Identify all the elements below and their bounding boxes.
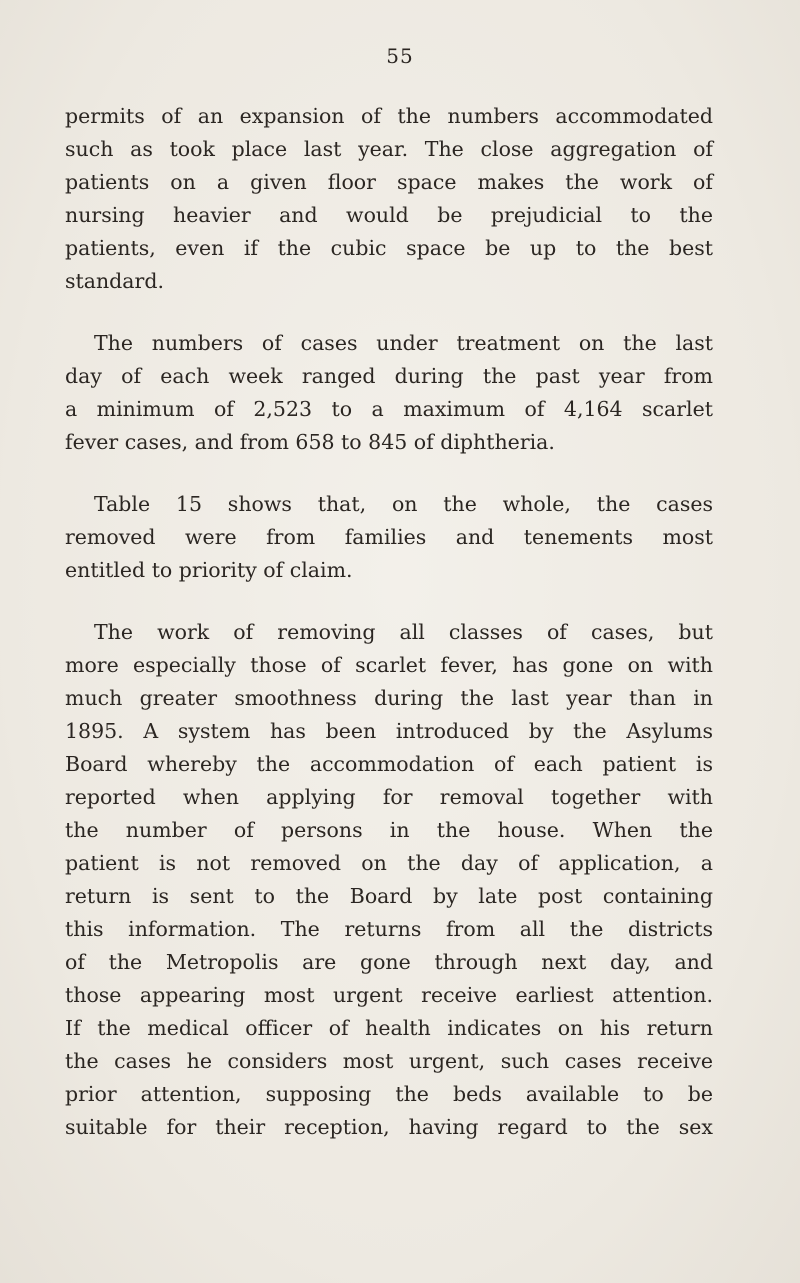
- paragraph-2-line: fever cases, and from 658 to 845 of diphtheria.: [65, 430, 555, 454]
- paragraph-1-line: patients, even if the cubic space be up to the best: [65, 236, 713, 260]
- paragraph-4-line: 1895. A system has been introduced by the Asylums: [65, 719, 713, 743]
- paragraph-4-line: The work of removing all classes of cases, but: [94, 620, 713, 644]
- page-number: 55: [386, 44, 414, 68]
- paragraph-4-line: If the medical officer of health indicates on his return: [65, 1016, 713, 1040]
- paragraph-4-line: those appearing most urgent receive earliest attention.: [65, 983, 713, 1007]
- paragraph-1-line: standard.: [65, 269, 164, 293]
- paragraph-4-line: much greater smoothness during the last year than in: [65, 686, 713, 710]
- paragraph-4-line: Board whereby the accommodation of each patient is: [65, 752, 713, 776]
- paragraph-1-line: nursing heavier and would be prejudicial to the: [65, 203, 713, 227]
- paragraph-1-line: such as took place last year. The close aggregation of: [65, 137, 713, 161]
- paragraph-4-line: of the Metropolis are gone through next day, and: [65, 950, 713, 974]
- paragraph-2-line: The numbers of cases under treatment on the last: [94, 331, 713, 355]
- paragraph-4-line: the cases he considers most urgent, such cases receive: [65, 1049, 713, 1073]
- paragraph-4-line: prior attention, supposing the beds available to be: [65, 1082, 713, 1106]
- paragraph-2-line: a minimum of 2,523 to a maximum of 4,164 scarlet: [65, 397, 713, 421]
- paragraph-4-line: more especially those of scarlet fever, has gone on with: [65, 653, 713, 677]
- paragraph-4-line: suitable for their reception, having regard to the sex: [65, 1115, 713, 1139]
- paragraph-4-line: return is sent to the Board by late post containing: [65, 884, 713, 908]
- paragraph-3-line: Table 15 shows that, on the whole, the cases: [94, 492, 713, 516]
- paragraph-4-line: the number of persons in the house. When the: [65, 818, 713, 842]
- paragraph-1-line: permits of an expansion of the numbers accommodated: [65, 104, 713, 128]
- paragraph-2-line: day of each week ranged during the past year from: [65, 364, 713, 388]
- paragraph-1-line: patients on a given floor space makes the work of: [65, 170, 713, 194]
- paragraph-4-line: this information. The returns from all the districts: [65, 917, 713, 941]
- paragraph-3-line: removed were from families and tenements most: [65, 525, 713, 549]
- paragraph-3-line: entitled to priority of claim.: [65, 558, 353, 582]
- paragraph-4-line: patient is not removed on the day of application, a: [65, 851, 713, 875]
- paragraph-4-line: reported when applying for removal together with: [65, 785, 713, 809]
